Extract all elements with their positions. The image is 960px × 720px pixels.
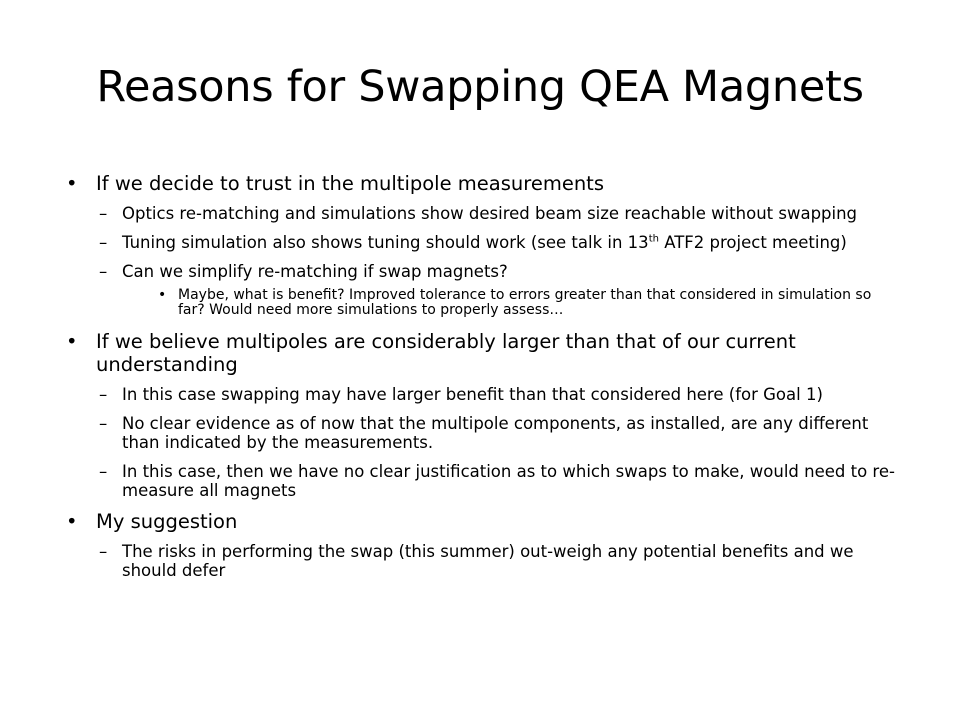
dash-icon: – — [99, 385, 108, 404]
bullet-level3 — [66, 288, 896, 318]
bullet-level2 — [66, 414, 896, 452]
bullet-level2 — [66, 385, 896, 404]
bullet-dot-icon: • — [66, 172, 78, 195]
bullet-level1 — [66, 330, 896, 376]
dash-icon: – — [99, 204, 108, 223]
superscript: th — [648, 233, 659, 245]
bullet-text: No clear evidence as of now that the multipole components, as installed, are any different than indicated by the measurements. — [122, 414, 869, 452]
bullet-text-part: Tuning simulation also shows tuning should work (see talk in 13 — [122, 233, 649, 252]
bullet-level2 — [66, 233, 896, 252]
bullet-level2 — [66, 542, 896, 580]
slide-content — [66, 172, 896, 590]
bullet-text: My suggestion — [96, 510, 238, 533]
bullet-text: Can we simplify re-matching if swap magnets? — [122, 262, 508, 281]
dash-icon: – — [99, 262, 108, 281]
bullet-level1 — [66, 510, 896, 533]
bullet-text: In this case, then we have no clear justification as to which swaps to make, would need to re-measure all magnets — [122, 462, 895, 500]
bullet-level1 — [66, 172, 896, 195]
dash-icon: – — [99, 462, 108, 481]
bullet-dot-icon: • — [66, 510, 78, 533]
bullet-dot-icon: • — [66, 330, 78, 353]
bullet-text: The risks in performing the swap (this summer) out-weigh any potential benefits and we should defer — [122, 542, 854, 580]
bullet-level2 — [66, 462, 896, 500]
bullet-dot-icon: • — [158, 287, 167, 303]
slide-title: Reasons for Swapping QEA Magnets — [96, 62, 864, 112]
dash-icon: – — [99, 233, 108, 252]
bullet-level2 — [66, 262, 896, 281]
dash-icon: – — [99, 414, 108, 433]
bullet-text: If we believe multipoles are considerably larger than that of our current understanding — [96, 330, 796, 376]
bullet-text: Maybe, what is benefit? Improved tolerance to errors greater than that considered in simulation so far? Would need more simulations to properly assess… — [178, 287, 872, 318]
bullet-level2 — [66, 204, 896, 223]
dash-icon: – — [99, 542, 108, 561]
bullet-text: Optics re-matching and simulations show desired beam size reachable without swapping — [122, 204, 858, 223]
bullet-text-part: ATF2 project meeting) — [658, 233, 847, 252]
bullet-text: If we decide to trust in the multipole measurements — [96, 172, 604, 195]
bullet-text: In this case swapping may have larger benefit than that considered here (for Goal 1) — [122, 385, 823, 404]
